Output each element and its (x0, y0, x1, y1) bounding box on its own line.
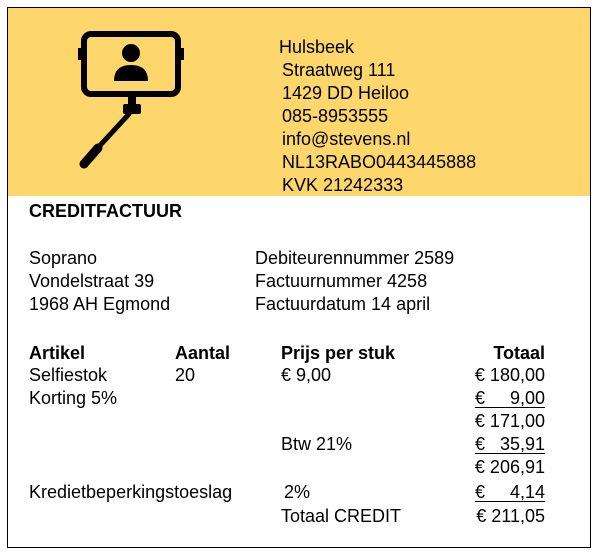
discount-amount: € 9,00 (474, 388, 545, 408)
customer-street: Vondelstraat 39 (29, 271, 155, 291)
invoice-number: Factuurnummer 4258 (255, 271, 428, 291)
company-street: Straatweg 111 (282, 60, 396, 80)
surcharge-amount: € 4,14 (474, 482, 545, 502)
discount-label: Korting 5% (29, 388, 118, 408)
company-name: Hulsbeek (279, 37, 355, 57)
header-total: Totaal (493, 343, 545, 363)
item-quantity: 20 (175, 365, 196, 385)
customer-postal-city: 1968 AH Egmond (29, 294, 171, 314)
total-incl-vat: € 206,91 (474, 457, 545, 477)
vat-label: Btw 21% (281, 434, 353, 454)
company-phone: 085-8953555 (282, 106, 389, 126)
document-title: CREDITFACTUUR (29, 201, 182, 221)
header-quantity: Aantal (175, 343, 231, 363)
grand-total-label: Totaal CREDIT (281, 506, 402, 526)
subtotal-amount: € 171,00 (474, 411, 545, 431)
selfie-stick-phone-icon (70, 24, 188, 174)
surcharge-percentage: 2% (284, 482, 311, 502)
invoice-date: Factuurdatum 14 april (255, 294, 431, 314)
grand-total-amount: € 211,05 (476, 506, 545, 526)
item-article: Selfiestok (29, 365, 108, 385)
item-unit-price: € 9,00 (281, 365, 332, 385)
company-email: info@stevens.nl (282, 129, 411, 149)
header-article: Artikel (29, 343, 86, 363)
vat-amount: € 35,91 (474, 434, 545, 454)
header-unit-price: Prijs per stuk (281, 343, 396, 363)
company-iban: NL13RABO0443445888 (282, 152, 477, 172)
invoice-document (7, 7, 591, 548)
company-postal-city: 1429 DD Heiloo (282, 83, 410, 103)
surcharge-label: Kredietbeperkingstoeslag (29, 482, 233, 502)
item-total: € 180,00 (474, 365, 545, 385)
company-kvk: KVK 21242333 (282, 175, 404, 195)
debtor-number: Debiteurennummer 2589 (255, 248, 455, 268)
customer-name: Soprano (29, 248, 98, 268)
